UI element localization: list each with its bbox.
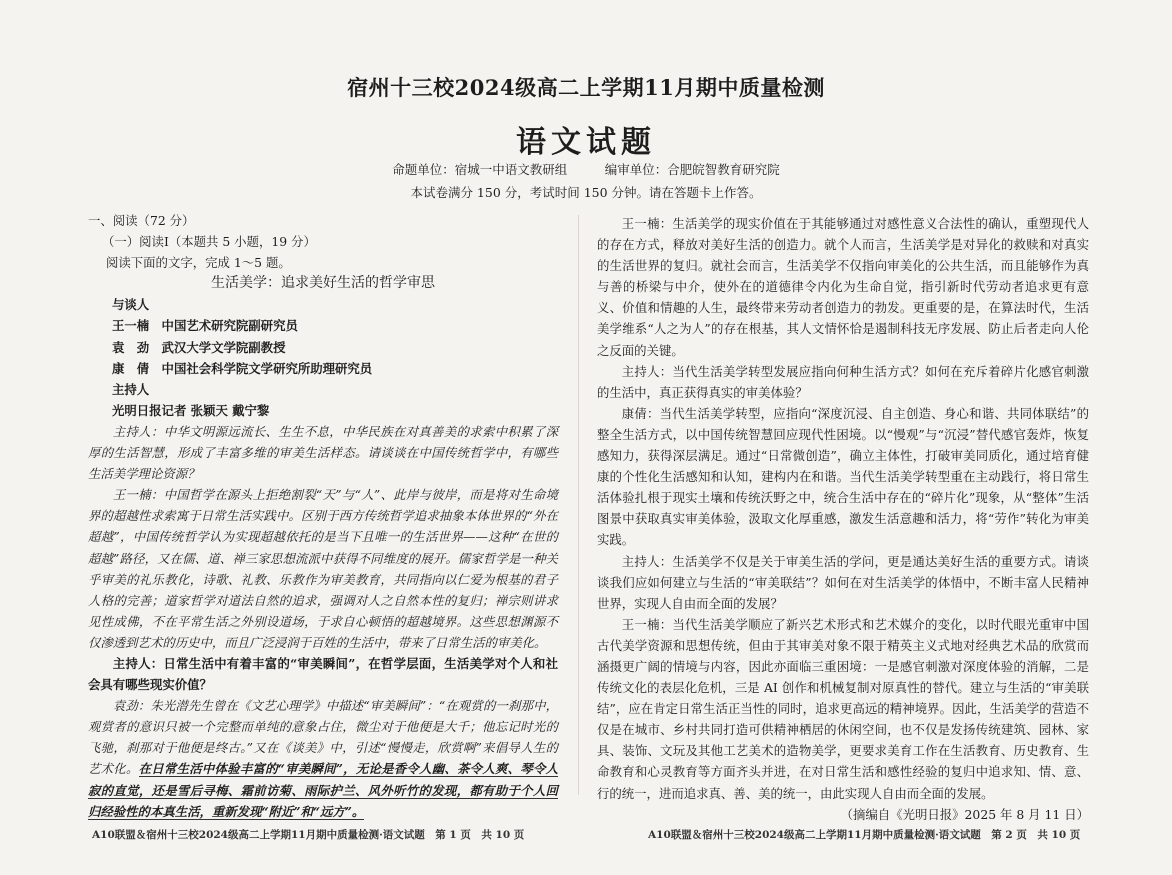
paragraph-part: 袁劲：朱光潜先生曾在《文艺心理学》中描述“审美瞬间”：“在观赏的一刹那中，观赏者的意识只被一个完整而单纯的意象占住，微尘对于他便是大千；他忘记时光的飞驰，刹那对于他便是终古。”又在《谈美》中，引述“慢慢走，欣赏啊”来倡导人生的艺术化。 <box>88 698 558 777</box>
host-names: 光明日报记者 张颖天 戴宁黎 <box>112 402 270 418</box>
paragraph: 主持人：中华文明源远流长、生生不息，中华民族在对真善美的求索中积累了深厚的生活智慧，形成了丰富多维的审美生活样态。请谈谈在中国传统哲学中，有哪些生活美学理论资源？ <box>88 423 558 482</box>
section-heading: 一、阅读（72 分） <box>88 213 195 228</box>
article-title: 生活美学：追求美好生活的哲学审思 <box>211 275 435 292</box>
right-column <box>597 213 1089 825</box>
exam-title: 宿州十三校2024级高二上学期11月期中质量检测 <box>347 75 825 100</box>
setter-info: 命题单位：宿城一中语文教研组 编审单位：合肥皖智教育研究院 <box>392 162 780 177</box>
reading-prompt: 阅读下面的文字，完成 1～5 题。 <box>106 255 291 271</box>
guests-label: 与谈人 <box>112 297 150 313</box>
guest-item: 王一楠 中国艺术研究院副研究员 <box>112 318 298 334</box>
paragraph: 主持人：日常生活中有着丰富的“审美瞬间”，在哲学层面，生活美学对个人和社会具有哪些现实价值？ <box>88 655 558 693</box>
paragraph: 王一楠：中国哲学在源头上拒绝割裂“天”与“人”、此岸与彼岸，而是将对生命境界的超越性求索寓于日常生活实践中。区别于西方传统哲学追求抽象本体世界的“外在超越”，中国传统哲学认为实现超越依托的是当下且唯一的生活世界——这种“在世的超越”路径，又在儒、道、禅三家思想流派中获得不同维度的展开。儒家哲学是一种关乎审美的礼乐教化，诗歌、礼教、乐教作为审美教育，共同指向以仁爱为根基的君子人格的完善；道家哲学对道法自然的追求，强调对人之自然本性的复归；禅宗则讲求见性成佛，不在平常生活之外别设道场，于求自心顿悟的超越境界。这些思想渊源不仅渗透到艺术的历史中，而且广泛浸润于百姓的生活中，带来了日常生活的审美化。 <box>88 487 558 650</box>
left-column <box>88 210 558 822</box>
subject-title: 语文试题 <box>516 125 656 160</box>
subsection-heading: （一）阅读Ⅰ（本题共 5 小题，19 分） <box>102 234 316 250</box>
column-divider <box>578 215 579 795</box>
paragraph: 王一楠：当代生活美学顺应了新兴艺术形式和艺术媒介的变化，以时代眼光重审中国古代美学资源和思想传统，但由于其审美对象不限于精英主义式地对经典艺术品的欣赏而涵摄更广阔的情境与内容，因此亦面临三重困境：一是感官刺激对深度体验的消解，二是传统文化的表层化危机，三是 AI 创作和机械复制对原真性的替代。建立与生活的“审美联结”，应在肯定日常生活正当性的同时，追求更高远的精神境界。因此，生活美学的营造不仅是在城市、乡村共同打造可供精神栖居的休闲空间，也不仅是发扬传统建筑、园林、家具、装饰、文玩及其他工艺美术的造物美学，更要求美育工作在生活教育、历史教育、生命教育和心灵教育等方面齐头并进，在对日常生活和感性经验的复归中追求知、情、意、行的统一，进而追求真、善、美的统一，由此实现人自由而全面的发展。 <box>597 616 1089 801</box>
guest-item: 袁 劲 武汉大学文学院副教授 <box>112 339 286 355</box>
footer-right: A10联盟＆宿州十三校2024级高二上学期11月期中质量检测·语文试题 第 2 页 共 10 页 <box>648 829 1081 841</box>
source-citation: （摘编自《光明日报》2025 年 8 月 11 日） <box>840 806 1089 822</box>
paragraph: 主持人：当代生活美学转型发展应指向何种生活方式？如何在充斥着碎片化感官刺激的生活中，真正获得真实的审美体验？ <box>597 363 1089 400</box>
paragraph <box>88 695 558 822</box>
paragraph: 王一楠：生活美学的现实价值在于其能够通过对感性意义合法性的确认，重塑现代人的存在方式，释放对美好生活的创造力。就个人而言，生活美学是对异化的救赎和对真实的生活世界的复归。就社会而言，生活美学不仅指向审美化的公共生活，而且能够作为真与善的桥梁与中介，使外在的道德律令内化为生命自觉，指引新时代劳动者追求更有意义、价值和情趣的人生，最终带来劳动者创造力的勃发。更重要的是，在算法时代，生活美学维系“人之为人”的存在根基，其人文情怀恰是遏制科技无序发展、防止后者走向人伦之反面的关键。 <box>597 216 1089 358</box>
paragraph: 主持人：生活美学不仅是关于审美生活的学问，更是通达美好生活的重要方式。请谈谈我们应如何建立与生活的“审美联结”？如何在对生活美学的体悟中，不断丰富人民精神世界，实现人自由而全面的发展？ <box>597 553 1089 611</box>
exam-instructions: 本试卷满分 150 分，考试时间 150 分钟。请在答题卡上作答。 <box>410 185 762 200</box>
underlined-passage: 在日常生活中体验丰富的“审美瞬间”，无论是香令人幽、茶令人爽、琴令人寂的直觉，还是雪后寻梅、霜前访菊、雨际护兰、风外听竹的发现，都有助于个人回归经验性的本真生活，重新发现“附近”和“远方”。 <box>88 761 558 819</box>
paragraph: 康倩：当代生活美学转型，应指向“深度沉浸、自主创造、身心和谐、共同体联结”的整全生活方式，以中国传统智慧回应现代性困境。以“慢观”与“沉浸”替代感官轰炸，恢复感知力，获得深层满足。通过“日常微创造”，确立主体性，打破审美同质化，通过培育健康的个性化生活感知和认知，建构内在和谐。当代生活美学转型重在主动践行，将日常生活体验扎根于现实土壤和传统沃野之中，统合生活中存在的“碎片化”现象，从“整体”生活图景中获取真实审美体验，汲取文化厚重感，激发生活意趣和活力，将“劳作”转化为审美实践。 <box>597 405 1089 548</box>
guest-item: 康 倩 中国社会科学院文学研究所助理研究员 <box>112 360 373 376</box>
footer-left: A10联盟＆宿州十三校2024级高二上学期11月期中质量检测·语文试题 第 1 页 共 10 页 <box>92 829 525 841</box>
host-label: 主持人 <box>112 381 150 397</box>
